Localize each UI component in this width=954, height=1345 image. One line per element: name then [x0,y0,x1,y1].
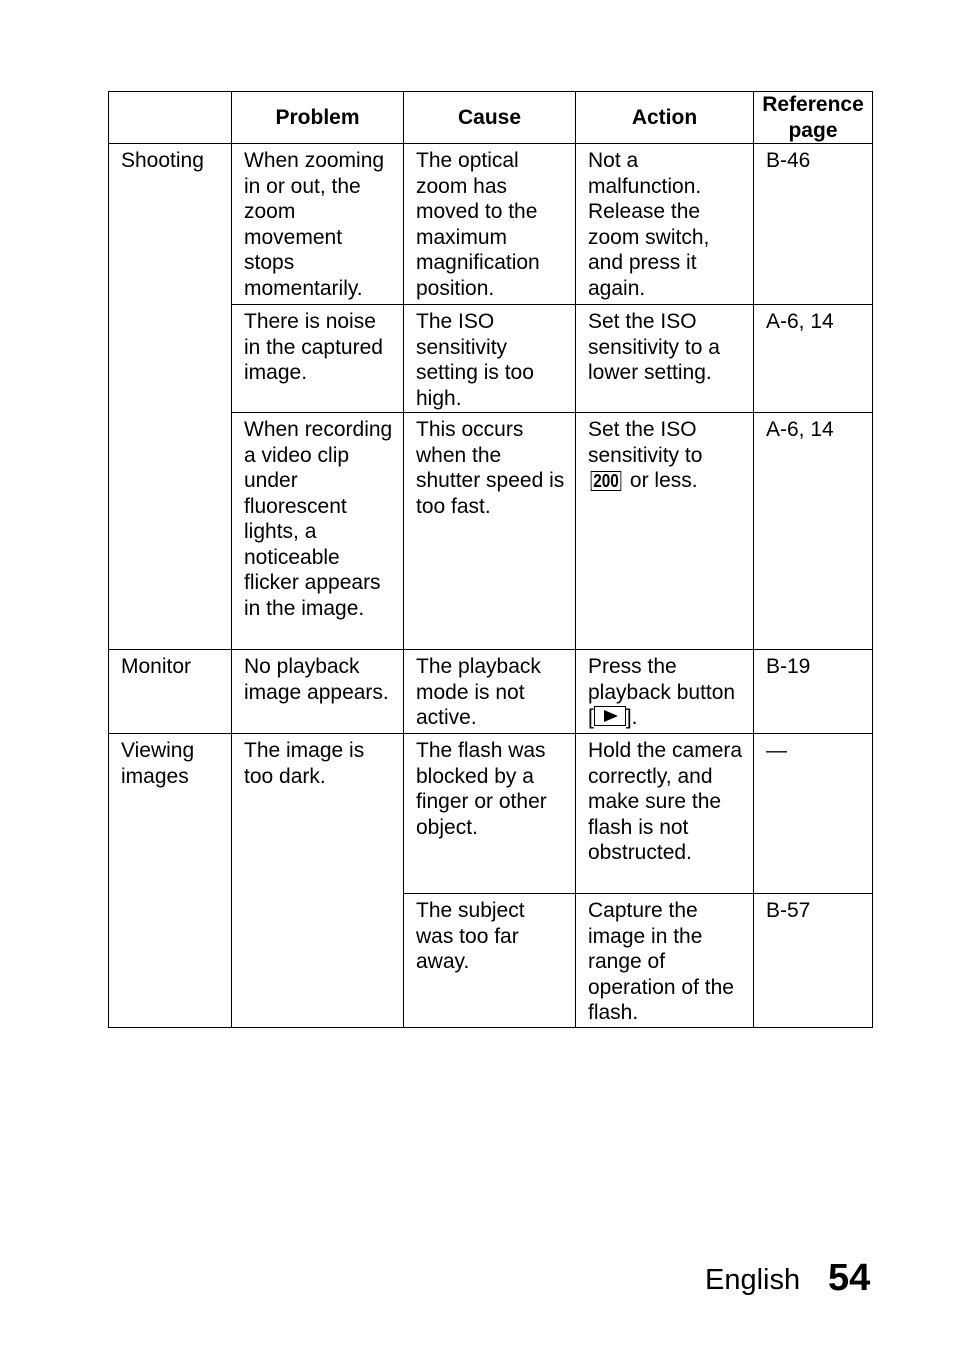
problem-cell: When recording a video clip under fluorescent lights, a noticeable flicker appears in the image. [232,413,404,650]
header-action: Action [576,92,754,144]
action-cell: Set the ISO sensitivity to a lower setting. [576,305,754,413]
action-cell [576,413,754,650]
footer-language: English [705,1264,801,1296]
header-problem: Problem [232,92,404,144]
reference-cell: B-19 [754,650,873,734]
cause-cell: The optical zoom has moved to the maximum magnification position. [404,144,576,305]
action-text-pre: Set the ISO sensitivity to [588,418,703,467]
cause-cell: This occurs when the shutter speed is too fast. [404,413,576,650]
page-number: 54 [828,1257,871,1299]
category-viewing-images: Viewing images [109,734,232,1028]
table-row [109,650,873,734]
iso-200-icon: 200 [591,471,622,491]
problem-cell: When zooming in or out, the zoom movement stops momentarily. [232,144,404,305]
problem-cell: No playback image appears. [232,650,404,734]
table-row [109,144,873,305]
reference-cell: B-57 [754,894,873,1028]
cause-cell: The playback mode is not active. [404,650,576,734]
reference-cell: A-6, 14 [754,305,873,413]
playback-button-icon [594,706,626,726]
action-text-post: ]. [625,706,638,729]
troubleshooting-table [108,91,873,1028]
header-row [109,92,873,144]
reference-cell: B-46 [754,144,873,305]
cause-cell: The flash was blocked by a finger or other object. [404,734,576,894]
action-text-pre: Press the playback button [ [588,655,736,729]
header-cause: Cause [404,92,576,144]
action-cell: Capture the image in the range of operation of the flash. [576,894,754,1028]
reference-cell: A-6, 14 [754,413,873,650]
action-cell [576,650,754,734]
problem-cell: The image is too dark. [232,734,404,1028]
cause-cell: The subject was too far away. [404,894,576,1028]
problem-cell: There is noise in the captured image. [232,305,404,413]
category-monitor: Monitor [109,650,232,734]
action-text-post: or less. [629,469,698,492]
category-shooting: Shooting [109,144,232,650]
action-cell: Not a malfunction. Release the zoom switch, and press it again. [576,144,754,305]
table-row [109,734,873,894]
cause-cell: The ISO sensitivity setting is too high. [404,305,576,413]
header-blank [109,92,232,144]
header-reference-page: Reference page [754,92,873,144]
reference-cell: — [754,734,873,894]
action-cell: Hold the camera correctly, and make sure the flash is not obstructed. [576,734,754,894]
